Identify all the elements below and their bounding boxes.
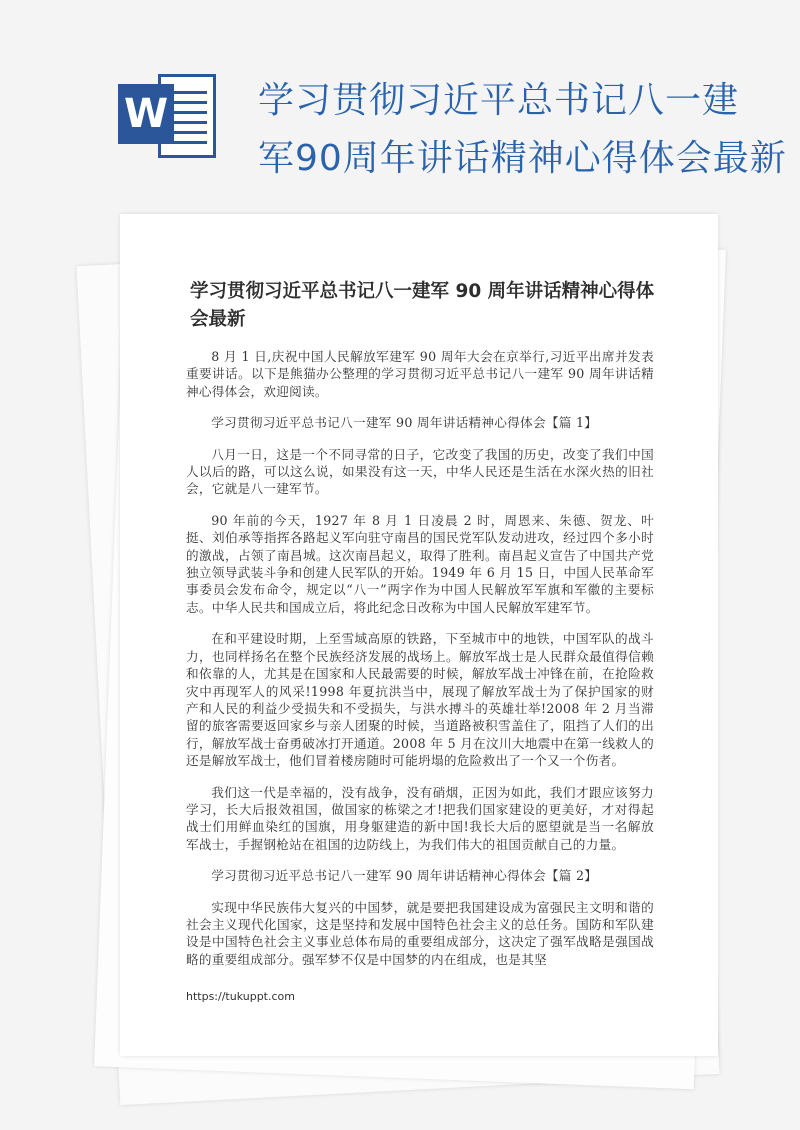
section-heading-2: 学习贯彻习近平总书记八一建军 90 周年讲话精神心得体会【篇 2】	[211, 868, 598, 884]
header-banner	[0, 0, 800, 200]
word-logo-letter: W	[118, 84, 174, 144]
banner-title-line-1: 学习贯彻习近平总书记八一建	[258, 80, 740, 121]
banner-title-line-2: 军90周年讲话精神心得体会最新	[258, 138, 787, 179]
section-heading-1: 学习贯彻习近平总书记八一建军 90 周年讲话精神心得体会【篇 1】	[211, 415, 598, 431]
body-paragraph: 90 年前的今天，1927 年 8 月 1 日凌晨 2 时，周恩来、朱德、贺龙、叶挺、刘伯承等指挥各路起义军向驻守南昌的国民党军队发动进攻，经过四个多小时的激战，占领了南昌城。这次南昌起义，取得了胜利。南昌起义宣告了中国共产党独立领导武装斗争和创建人民军队的开始。1949 年 6 月 15 日，中国人民革命军事委员会发布命令，规定以“八一”两字作为中国人民解放军军旗和军徽的主要标志。中华人民共和国成立后，将此纪念日改称为中国人民解放军建军节。	[186, 512, 654, 615]
banner-title	[258, 72, 787, 188]
body-paragraph: 我们这一代是幸福的，没有战争，没有硝烟，正因为如此，我们才跟应该努力学习，长大后报效祖国，做国家的栋梁之才!把我们国家建设的更美好，才对得起战士们用鲜血染红的国旗，用身躯建造的新中国!我长大后的愿望就是当一名解放军战士，手握钢枪站在祖国的边防线上，为我们伟大的祖国贡献自己的力量。	[186, 784, 654, 852]
document-body	[186, 348, 654, 982]
intro-paragraph: 8 月 1 日,庆祝中国人民解放军建军 90 周年大会在京举行,习近平出席并发表重要讲话。以下是熊猫办公整理的学习贯彻习近平总书记八一建军 90 周年讲话精神心得体会，欢迎阅读。	[186, 349, 654, 399]
body-paragraph: 实现中华民族伟大复兴的中国梦，就是要把我国建设成为富强民主文明和谐的社会主义现代化国家，这是坚持和发展中国特色社会主义的总任务。国防和军队建设是中国特色社会主义事业总体布局的重要组成部分，这决定了强军战略是强国战略的重要组成部分。强军梦不仅是中国梦的内在组成，也是其坚	[186, 899, 654, 967]
body-paragraph: 在和平建设时期，上至雪域高原的铁路，下至城市中的地铁，中国军队的战斗力，也同样扬名在整个民族经济发展的战场上。解放军战士是人民群众最值得信赖和依靠的人，尤其是在国家和人民最需要的时候，解放军战士冲锋在前，在抢险救灾中再现军人的风采!1998 年夏抗洪当中，展现了解放军战士为了保护国家的财产和人民的利益少受损失和不受损失，与洪水搏斗的英雄壮举!2008 年 2 月当滞留的旅客需要返回家乡与亲人团聚的时候，当道路被积雪盖住了，阻挡了人们的出行，解放军战士奋勇破冰打开通道。2008 年 5 月在汶川大地震中在第一线救人的还是解放军战士，他们冒着楼房随时可能坍塌的危险救出了一个又一个伤者。	[186, 631, 654, 769]
footer-url: https://tukuppt.com	[186, 990, 295, 1003]
document-title: 学习贯彻习近平总书记八一建军 90 周年讲话精神心得体会最新	[190, 281, 655, 330]
word-document-icon	[118, 70, 218, 170]
body-paragraph: 八月一日，这是一个不同寻常的日子，它改变了我国的历史，改变了我们中国人以后的路，可以这么说，如果没有这一天，中华人民还是生活在水深火热的旧社会，它就是八一建军节。	[186, 446, 654, 497]
